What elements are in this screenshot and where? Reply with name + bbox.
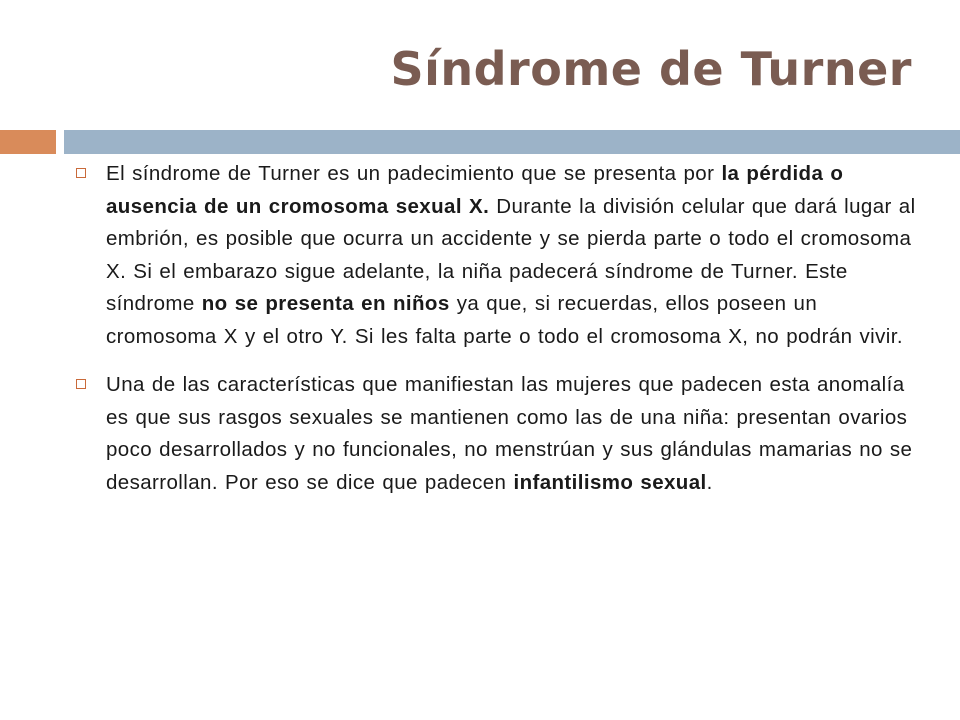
bullet-text — [106, 158, 926, 353]
square-bullet-icon — [76, 168, 86, 178]
text-segment: ya que, si recuerdas, ellos poseen un cromosoma X y el otro Y. Si les falta parte o todo el cromosoma X, no podrán vivir. — [106, 292, 903, 348]
text-segment: Una de las características que manifiestan las mujeres que padecen esta anomalía es que sus rasgos sexuales se mantienen como las de una niña: presentan ovarios poco desarrollados y no funcionales, no menstrúan y sus glándulas mamarias no se desarrollan. Por eso se dice que padecen — [106, 373, 913, 494]
bold-text-segment: infantilismo sexual — [513, 470, 707, 494]
accent-bar — [0, 130, 56, 154]
bold-text-segment: la pérdida o ausencia de un cromosoma sexual X. — [106, 162, 844, 218]
square-bullet-icon — [76, 379, 86, 389]
header-divider-bar — [64, 130, 960, 154]
bold-text-segment: no se presenta en niños — [201, 292, 450, 315]
bullet-item — [76, 158, 926, 353]
text-segment: Durante la división celular que dará lugar al embrión, es posible que ocurra un accidente y se pierda parte o todo el cromosoma X. Si el embarazo sigue adelante, la niña padecerá síndrome de Turner. Este síndrome — [106, 194, 916, 315]
bullet-text — [106, 369, 926, 499]
slide-title: Síndrome de Turner — [390, 42, 912, 96]
text-segment: El síndrome de Turner es un padecimiento que se presenta por — [106, 162, 722, 185]
text-segment: . — [706, 470, 713, 494]
bullet-item — [76, 369, 926, 499]
slide-body — [76, 158, 926, 515]
